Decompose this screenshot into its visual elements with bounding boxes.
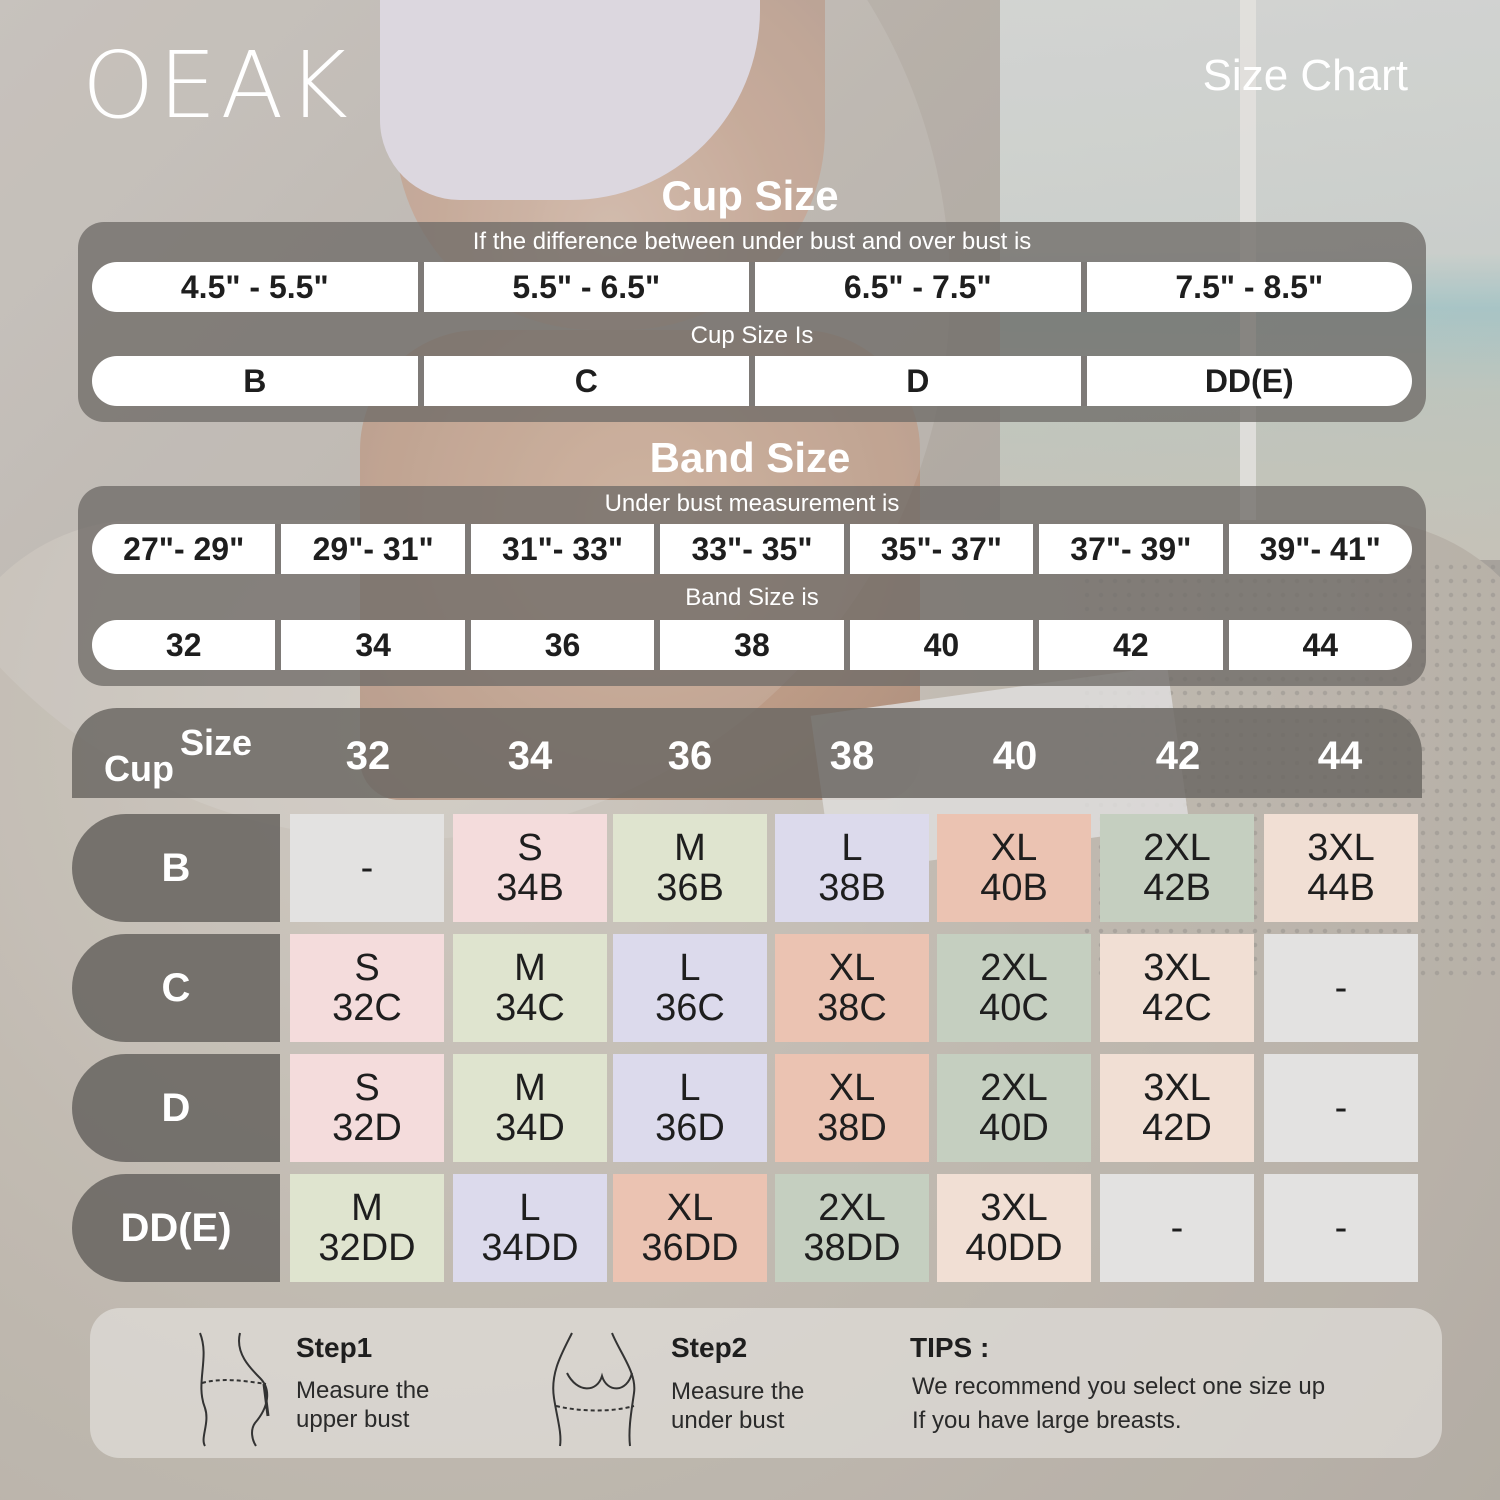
band-range-cell: 31"- 33"	[465, 524, 654, 574]
size-cell	[290, 1054, 444, 1162]
size-cell-letter: M	[514, 1067, 546, 1109]
size-cell-letter: M	[351, 1187, 383, 1229]
size-cell-letter: L	[519, 1187, 541, 1229]
size-cell-code: 38DD	[803, 1227, 901, 1269]
cup-range-cell: 7.5" - 8.5"	[1081, 262, 1413, 312]
size-cell-code: 38B	[818, 867, 886, 909]
size-cell-code: 36B	[656, 867, 724, 909]
band-range-cell: 27"- 29"	[123, 530, 245, 567]
under-bust-measure-icon	[542, 1328, 652, 1448]
size-cell-code: 40C	[979, 987, 1049, 1029]
size-cell-letter: -	[1334, 967, 1348, 1009]
size-cell	[290, 934, 444, 1042]
cup-result-label: Cup Size Is	[690, 322, 814, 349]
size-cell	[1264, 1054, 1418, 1162]
band-column-header: 36	[667, 734, 713, 778]
size-cell-letter: -	[1334, 1087, 1348, 1129]
band-column-header: 34	[507, 734, 553, 778]
band-number-cell: 38	[654, 620, 843, 670]
size-grid-header	[72, 708, 1422, 798]
size-cell	[1264, 1174, 1418, 1282]
band-number-cell: 34	[275, 620, 464, 670]
tips-title: TIPS :	[910, 1332, 990, 1363]
size-cell-code: 36C	[655, 987, 725, 1029]
size-cell	[1100, 1174, 1254, 1282]
size-cell-code: 34DD	[481, 1227, 579, 1269]
size-cell	[1100, 814, 1254, 922]
step1-line1: Measure the	[296, 1377, 430, 1404]
band-range-row	[92, 524, 1412, 574]
size-cell	[775, 814, 929, 922]
band-range-cell: 35"- 37"	[844, 524, 1033, 574]
cup-range-cell: 6.5" - 7.5"	[749, 262, 1081, 312]
size-cell-letter: 3XL	[980, 1187, 1048, 1229]
size-cell-letter: 2XL	[1143, 827, 1211, 869]
size-cell-code: 42D	[1142, 1107, 1212, 1149]
size-cell-code: 42C	[1142, 987, 1212, 1029]
band-range-cell: 37"- 39"	[1033, 524, 1222, 574]
size-cell-letter: -	[1170, 1207, 1184, 1249]
size-cell-letter: 3XL	[1143, 1067, 1211, 1109]
size-cell	[613, 1174, 767, 1282]
size-cell-code: 38C	[817, 987, 887, 1029]
size-cell-letter: 3XL	[1143, 947, 1211, 989]
band-column-header: 42	[1155, 734, 1201, 778]
band-column-header: 40	[992, 734, 1038, 778]
cup-range-cell: 4.5" - 5.5"	[180, 268, 329, 305]
size-cell	[775, 1174, 929, 1282]
size-cell	[775, 934, 929, 1042]
cup-letter-cell: D	[749, 356, 1081, 406]
cup-letter-cell: DD(E)	[1081, 356, 1413, 406]
step2-line1: Measure the	[671, 1378, 805, 1405]
size-cell-code: 36D	[655, 1107, 725, 1149]
corner-cup-label: Cup	[104, 748, 174, 789]
cup-row-label: C	[72, 934, 280, 1042]
size-cell	[453, 934, 607, 1042]
upper-bust-measure-icon	[180, 1328, 290, 1448]
size-cell-letter: XL	[828, 1067, 876, 1109]
band-number-cell: 44	[1223, 620, 1412, 670]
band-column-header: 32	[345, 734, 391, 778]
tips-line1: We recommend you select one size up	[912, 1373, 1326, 1400]
step2-line2: under bust	[671, 1407, 785, 1434]
band-question-label: Under bust measurement is	[604, 490, 900, 517]
band-number-cell: 40	[844, 620, 1033, 670]
size-cell	[937, 814, 1091, 922]
tips-line2: If you have large breasts.	[912, 1407, 1182, 1434]
size-cell	[453, 1054, 607, 1162]
size-cell-letter: S	[354, 1067, 380, 1109]
size-cell-letter: S	[517, 827, 543, 869]
size-cell-code: 38D	[817, 1107, 887, 1149]
cup-section-title: Cup Size	[661, 172, 839, 219]
size-cell-code: 40DD	[965, 1227, 1063, 1269]
cup-size-panel	[78, 222, 1426, 422]
size-cell	[1100, 1054, 1254, 1162]
cup-range-cell: 5.5" - 6.5"	[418, 262, 750, 312]
size-cell	[453, 1174, 607, 1282]
cup-row-label: D	[72, 1054, 280, 1162]
size-cell-code: 32C	[332, 987, 402, 1029]
size-cell-code: 34B	[496, 867, 564, 909]
size-cell-code: 32DD	[318, 1227, 416, 1269]
size-cell	[290, 814, 444, 922]
size-cell-letter: -	[360, 847, 374, 889]
size-cell-letter: L	[679, 947, 701, 989]
size-cell-letter: 2XL	[980, 1067, 1048, 1109]
cup-letter-cell: B	[243, 362, 267, 399]
size-cell	[613, 934, 767, 1042]
size-cell-code: 42B	[1143, 867, 1211, 909]
size-cell-letter: 3XL	[1307, 827, 1375, 869]
size-cell-letter: S	[354, 947, 380, 989]
size-cell	[937, 934, 1091, 1042]
size-cell-letter: 2XL	[980, 947, 1048, 989]
size-cell-letter: M	[514, 947, 546, 989]
band-section-title: Band Size	[649, 434, 851, 481]
band-column-header: 38	[829, 734, 875, 778]
band-number-row	[92, 620, 1412, 670]
size-cell	[1264, 814, 1418, 922]
size-cell-letter: M	[674, 827, 706, 869]
size-cell-code: 44B	[1307, 867, 1375, 909]
size-cell-code: 40B	[980, 867, 1048, 909]
page-title: Size Chart	[1202, 51, 1408, 100]
band-size-panel	[78, 486, 1426, 686]
band-column-header: 44	[1317, 734, 1363, 778]
step1-line2: upper bust	[296, 1406, 410, 1433]
size-cell	[453, 814, 607, 922]
cup-row-label: B	[72, 814, 280, 922]
size-cell-code: 34C	[495, 987, 565, 1029]
band-range-cell: 33"- 35"	[654, 524, 843, 574]
size-cell-letter: XL	[828, 947, 876, 989]
size-cell	[613, 1054, 767, 1162]
band-number-cell: 42	[1033, 620, 1222, 670]
brand-logo: OEAK	[82, 32, 352, 139]
size-cell-letter: XL	[990, 827, 1038, 869]
size-cell-code: 32D	[332, 1107, 402, 1149]
cup-row-label: DD(E)	[72, 1174, 280, 1282]
band-number-cell: 36	[465, 620, 654, 670]
size-cell	[290, 1174, 444, 1282]
corner-size-label: Size	[180, 722, 253, 763]
step1-title: Step1	[296, 1332, 373, 1363]
cup-question-label: If the difference between under bust and over bust is	[472, 228, 1032, 255]
band-result-label: Band Size is	[685, 584, 819, 611]
band-number-cell: 32	[165, 626, 202, 663]
size-cell	[937, 1174, 1091, 1282]
step2-title: Step2	[671, 1332, 748, 1363]
size-cell	[1264, 934, 1418, 1042]
band-range-cell: 39"- 41"	[1223, 524, 1412, 574]
size-cell-letter: 2XL	[818, 1187, 886, 1229]
size-cell-code: 34D	[495, 1107, 565, 1149]
band-range-cell: 29"- 31"	[275, 524, 464, 574]
size-cell	[613, 814, 767, 922]
size-cell	[937, 1054, 1091, 1162]
cup-range-row	[92, 262, 1412, 312]
size-cell-letter: L	[679, 1067, 701, 1109]
size-cell-code: 40D	[979, 1107, 1049, 1149]
size-cell-code: 36DD	[641, 1227, 739, 1269]
size-cell-letter: L	[841, 827, 863, 869]
cup-letter-row	[92, 356, 1412, 406]
size-cell-letter: XL	[666, 1187, 714, 1229]
size-cell	[775, 1054, 929, 1162]
size-cell-letter: -	[1334, 1207, 1348, 1249]
cup-letter-cell: C	[418, 356, 750, 406]
measurement-steps-panel	[90, 1308, 1442, 1458]
size-cell	[1100, 934, 1254, 1042]
